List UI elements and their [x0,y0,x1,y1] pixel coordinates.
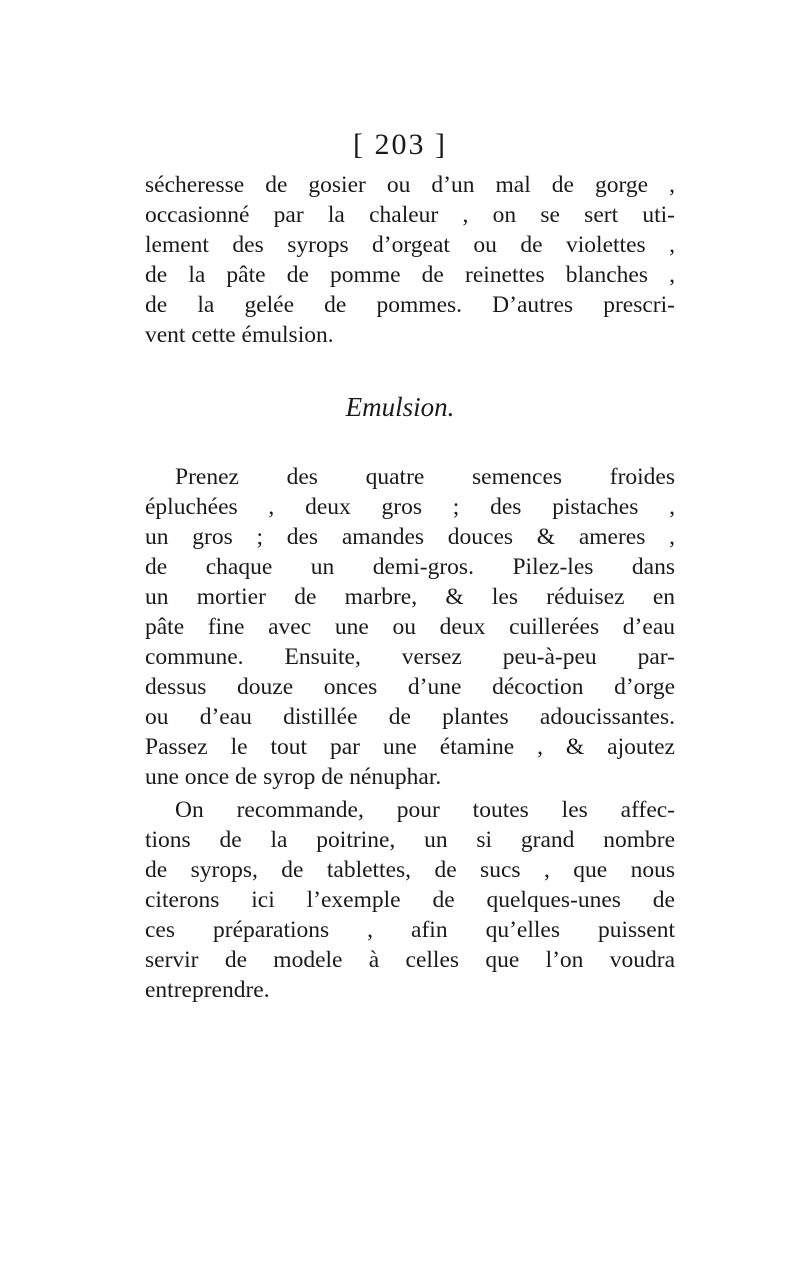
text-line: citerons ici l’exemple de quelques-unes de [145,887,675,913]
text-line: un gros ; des amandes douces & ameres , [145,524,675,550]
text-line: de la pâte de pomme de reinettes blanches , [145,262,675,288]
text-line: occasionné par la chaleur , on se sert uti- [145,202,675,228]
text-line: Prenez des quatre semences froides [175,464,675,490]
text-line: ou d’eau distillée de plantes adoucissantes. [145,704,675,730]
text-line: dessus douze onces d’une décoction d’orge [145,674,675,700]
page-number: [ 203 ] [353,128,447,161]
text-line: servir de modele à celles que l’on voudra [145,947,675,973]
text-line: de syrops, de tablettes, de sucs , que nous [145,857,675,883]
text-line: épluchées , deux gros ; des pistaches , [145,494,675,520]
recipe-paragraph [145,462,675,792]
text-line: commune. Ensuite, versez peu-à-peu par- [145,644,675,670]
text-line: une once de syrop de nénuphar. [145,764,442,790]
text-line: lement des syrops d’orgeat ou de violettes , [145,232,675,258]
text-line: de la gelée de pommes. D’autres prescri- [145,292,675,318]
text-line: tions de la poitrine, un si grand nombre [145,827,675,853]
text-line: un mortier de marbre, & les réduisez en [145,584,675,610]
text-line: de chaque un demi-gros. Pilez-les dans [145,554,675,580]
text-line: entreprendre. [145,977,270,1003]
text-line: vent cette émulsion. [145,322,334,348]
text-line: On recommande, pour toutes les affec- [175,797,675,823]
paragraph-continuation [145,170,675,350]
text-line: Passez le tout par une étamine , & ajoutez [145,734,675,760]
text-line: pâte fine avec une ou deux cuillerées d’eau [145,614,675,640]
section-title: Emulsion. [345,392,455,422]
text-line: ces préparations , afin qu’elles puissent [145,917,675,943]
text-line: sécheresse de gosier ou d’un mal de gorge , [145,172,675,198]
closing-paragraph [145,795,675,1005]
